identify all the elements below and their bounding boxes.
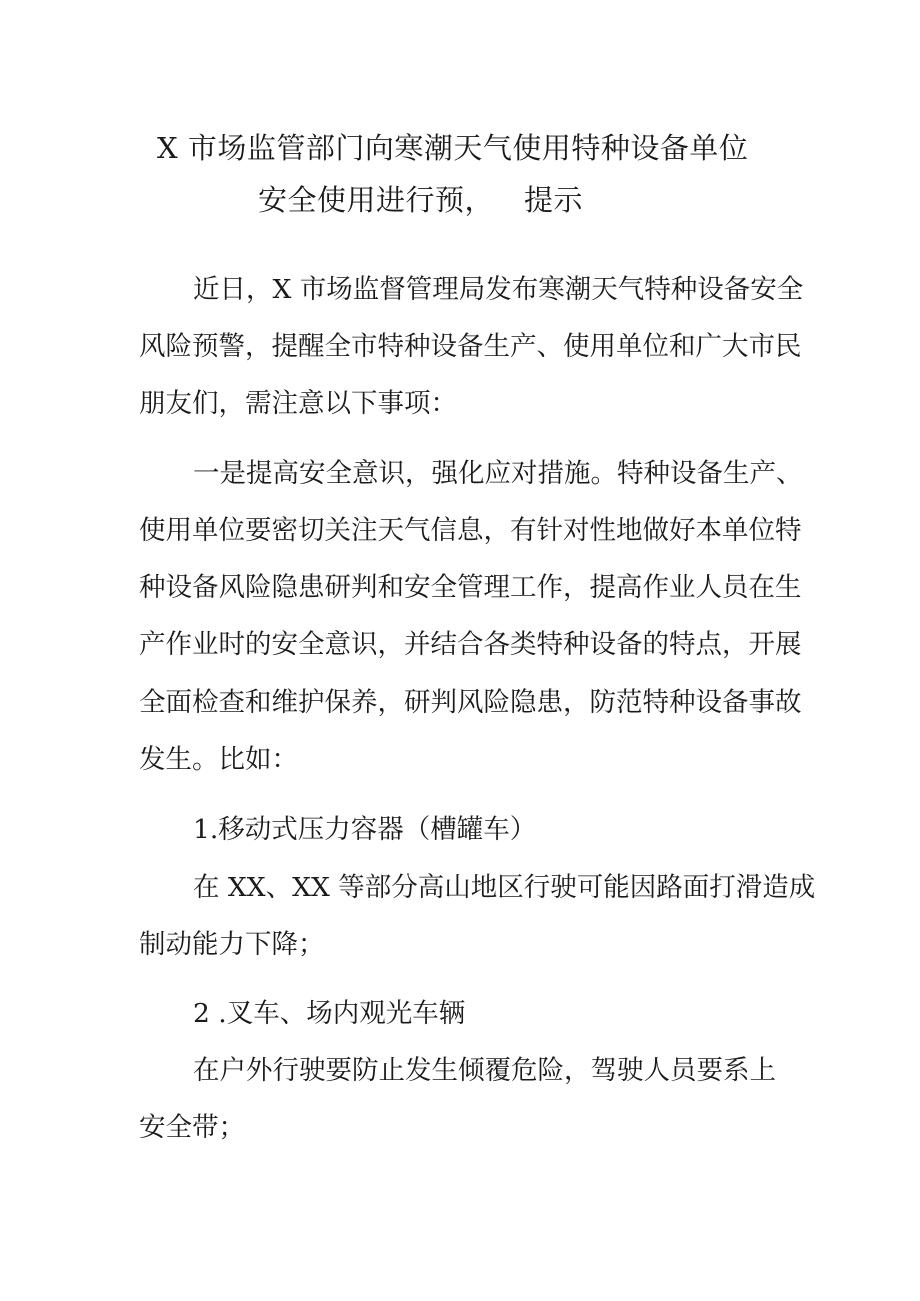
paragraph-point-one-line-4: 产作业时的安全意识，并结合各类特种设备的特点，开展 xyxy=(139,629,802,660)
paragraph-intro-line-2: 风险预警，提醒全市特种设备生产、使用单位和广大市民 xyxy=(139,331,802,362)
title-line-2-part-1: 安全使用进行预， xyxy=(258,183,495,217)
list-item-2-line-1: 在户外行驶要防止发生倾覆危险，驾驶人员要系上 xyxy=(193,1055,776,1086)
paragraph-point-one-line-2: 使用单位要密切关注天气信息，有针对性地做好本单位特 xyxy=(139,515,802,546)
document-title-line-1: X 市场监管部门向寒潮天气使用特种设备单位 xyxy=(157,131,749,165)
list-item-2-heading: 2 .叉车、场内观光车辆 xyxy=(193,998,466,1029)
paragraph-intro-line-1: 近日，X 市场监督管理局发布寒潮天气特种设备安全 xyxy=(193,274,804,305)
paragraph-intro-line-3: 朋友们，需注意以下事项： xyxy=(139,388,457,419)
list-item-1-heading: 1.移动式压力容器（槽罐车） xyxy=(193,814,537,845)
title-line-2-part-2: 提示 xyxy=(524,183,584,217)
paragraph-point-one-line-6: 发生。比如： xyxy=(139,744,298,775)
list-item-2-line-2: 安全带； xyxy=(139,1112,245,1143)
paragraph-point-one-line-5: 全面检查和维护保养，研判风险隐患，防范特种设备事故 xyxy=(139,687,802,718)
document-title-line-2 xyxy=(258,183,583,217)
list-item-1-line-2: 制动能力下降； xyxy=(139,929,325,960)
paragraph-point-one-line-1: 一是提高安全意识，强化应对措施。特种设备生产、 xyxy=(193,458,803,489)
paragraph-point-one-line-3: 种设备风险隐患研判和安全管理工作，提高作业人员在生 xyxy=(139,572,802,603)
list-item-1-line-1: 在 XX、XX 等部分高山地区行驶可能因路面打滑造成 xyxy=(193,872,816,903)
